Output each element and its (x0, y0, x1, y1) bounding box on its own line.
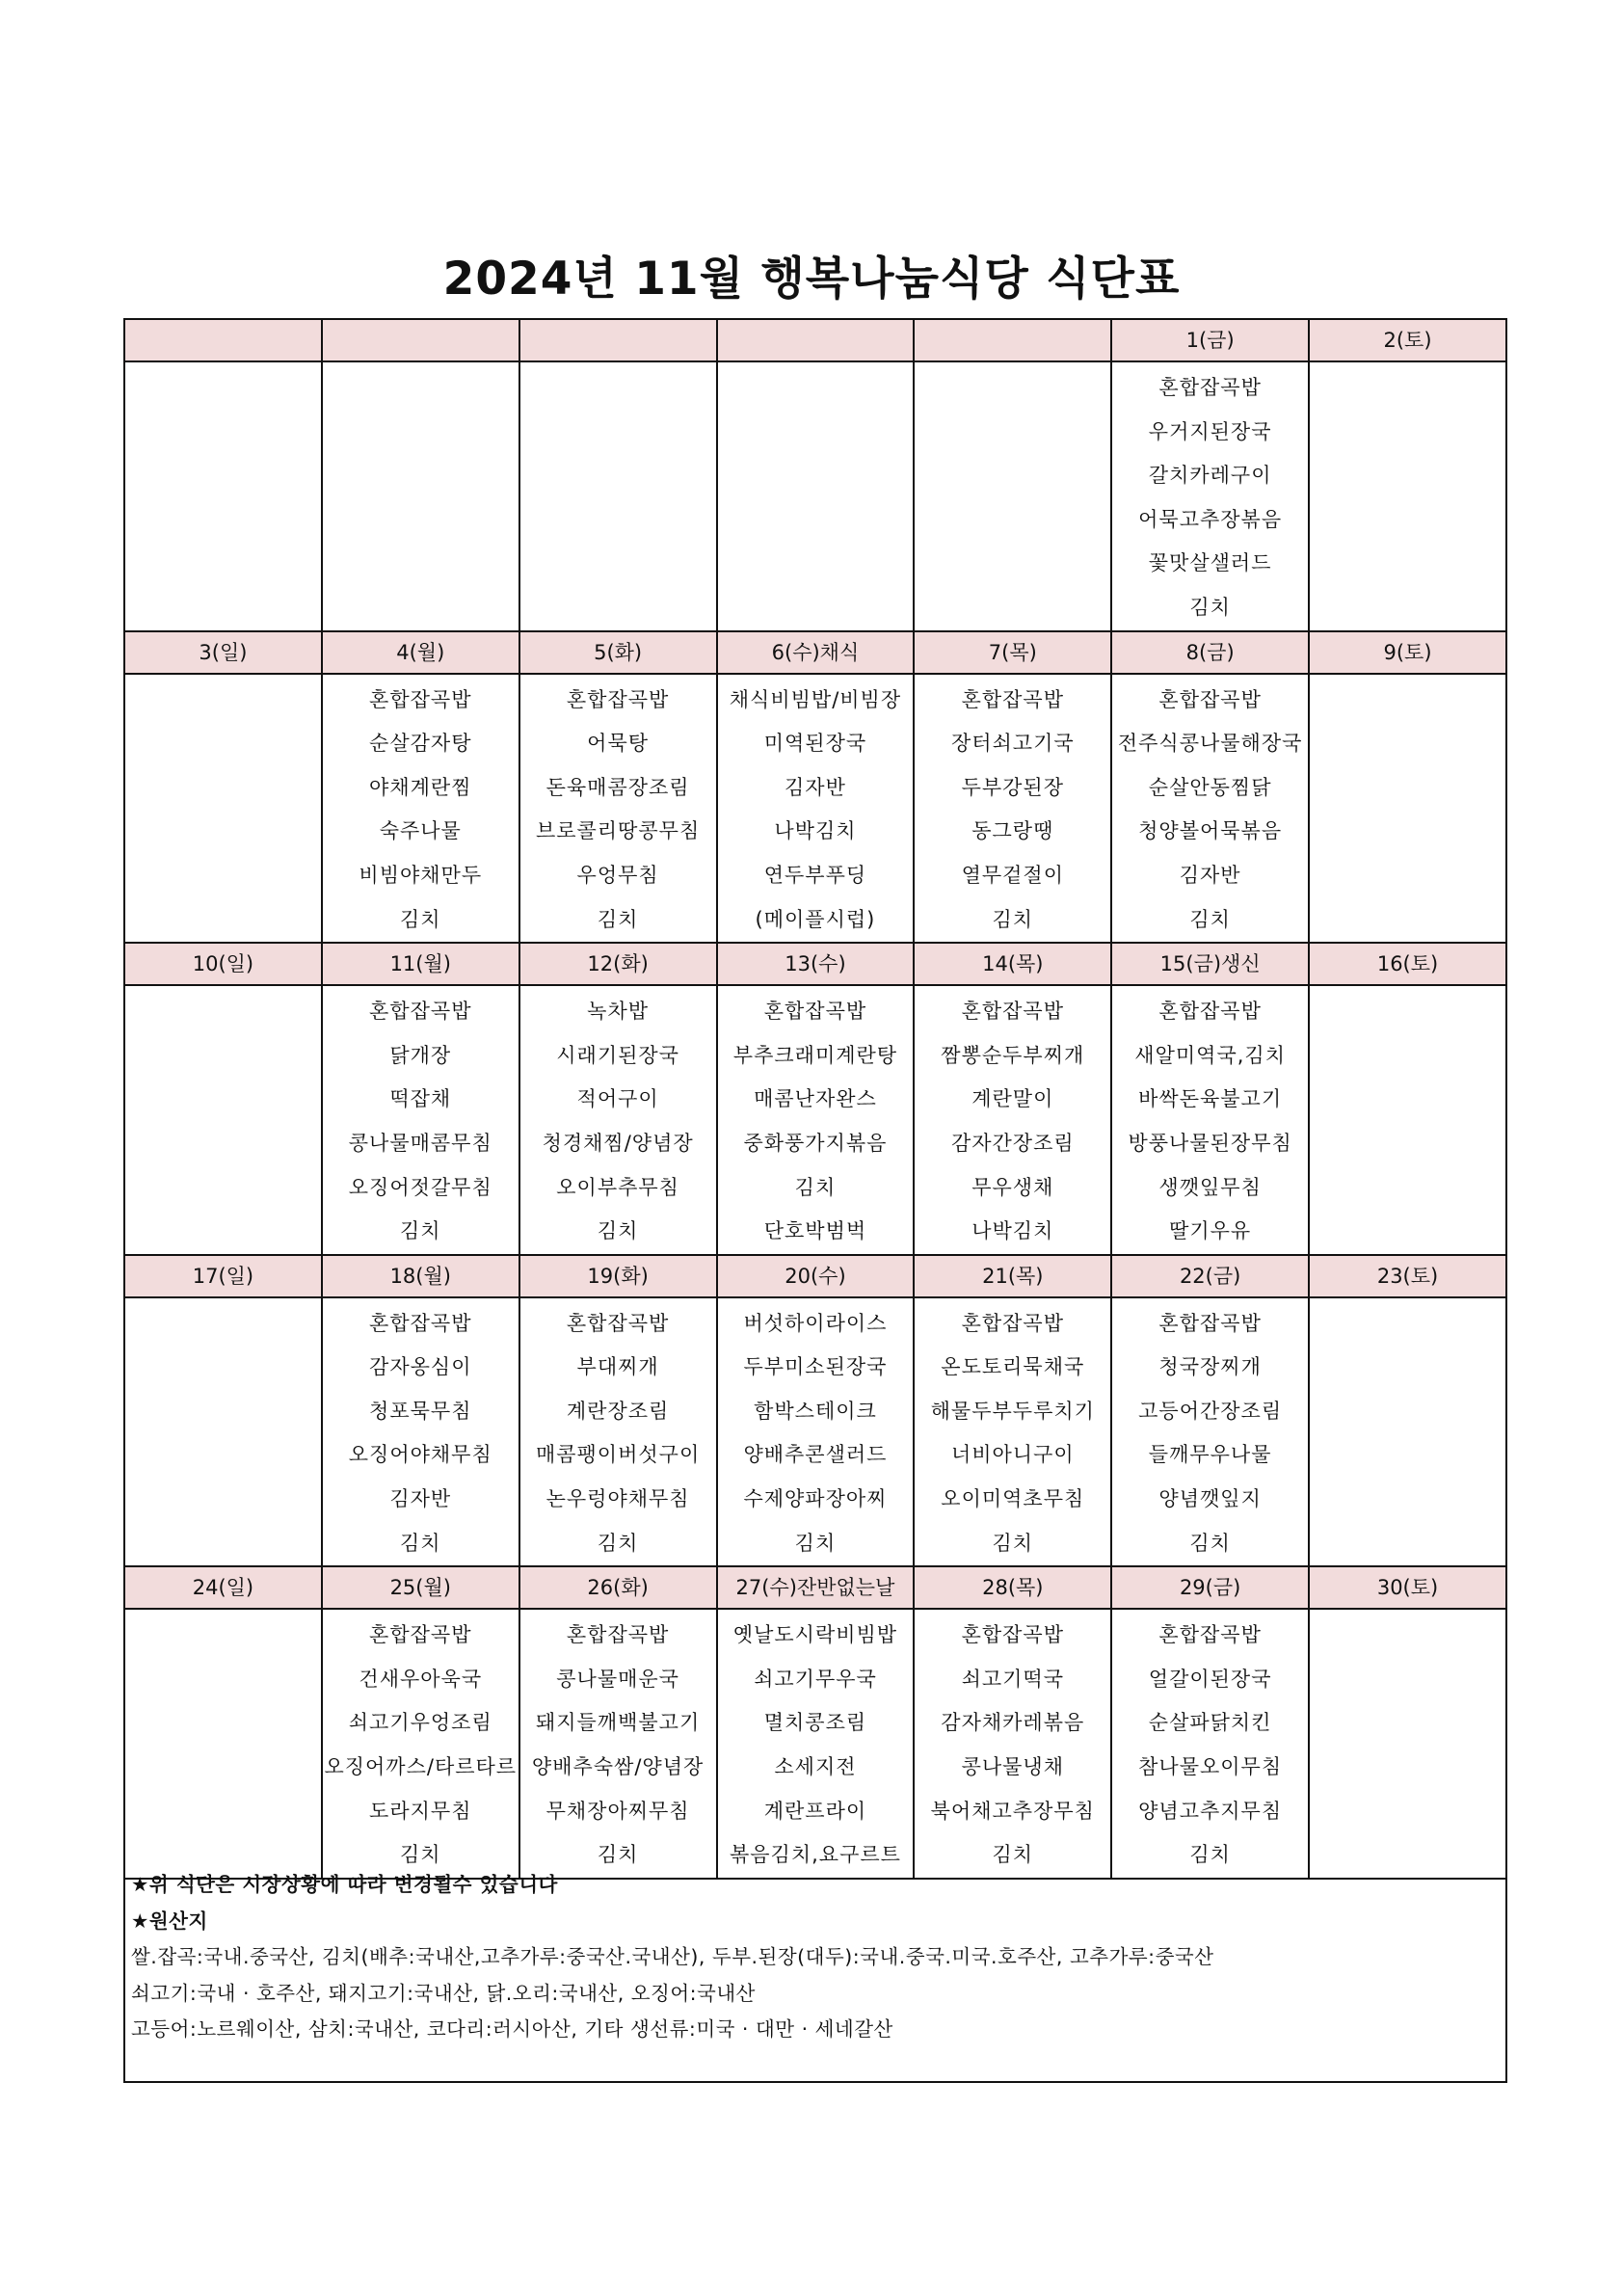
day-menu-cell (519, 674, 717, 944)
day-menu-cell (519, 1609, 717, 1879)
week-header-row (124, 943, 1506, 985)
menu-item: 비빔야채만두 (359, 863, 483, 887)
menu-item: 녹차밥 (587, 1000, 650, 1024)
menu-item: 버섯하이라이스 (743, 1311, 888, 1335)
menu-item: 청국장찌개 (1158, 1355, 1262, 1379)
menu-item: 김치 (1189, 595, 1231, 619)
menu-item: 오징어젓갈무침 (348, 1175, 492, 1199)
menu-item: 계란장조림 (566, 1399, 670, 1423)
menu-item: 짬뽕순두부찌개 (941, 1043, 1085, 1067)
menu-item: 혼합잡곡밥 (1158, 1623, 1262, 1647)
menu-item: 우거지된장국 (1148, 419, 1272, 443)
menu-item: 돈육매콤장조림 (545, 775, 690, 799)
menu-item: 참나물오이무침 (1138, 1755, 1283, 1779)
menu-item: 쇠고기떡국 (961, 1667, 1065, 1691)
menu-item: 연두부푸딩 (763, 863, 867, 887)
menu-item: 나박김치 (774, 819, 857, 843)
week-header-row (124, 319, 1506, 361)
day-menu-cell (1111, 1609, 1309, 1879)
menu-item: 김자반 (389, 1487, 452, 1511)
menu-item: 혼합잡곡밥 (1158, 687, 1262, 711)
day-label: 17(일) (124, 1255, 322, 1297)
menu-item: 감자간장조림 (950, 1131, 1075, 1155)
day-label: 21(목) (914, 1255, 1111, 1297)
menu-item: 청포묵무침 (369, 1399, 472, 1423)
menu-item: 혼합잡곡밥 (369, 1000, 472, 1024)
day-menu-cell (322, 1609, 519, 1879)
day-label (322, 319, 519, 361)
menu-item: 혼합잡곡밥 (566, 1623, 670, 1647)
menu-item: 혼합잡곡밥 (369, 1311, 472, 1335)
menu-item: 소세지전 (774, 1755, 857, 1779)
menu-item: 혼합잡곡밥 (961, 1000, 1065, 1024)
day-label: 8(금) (1111, 631, 1309, 674)
menu-item: 혼합잡곡밥 (961, 1311, 1065, 1335)
menu-item: 양배추콘샐러드 (743, 1443, 888, 1467)
menu-item: 볶음김치,요구르트 (729, 1843, 901, 1867)
origin-line: 고등어:노르웨이산, 삼치:국내산, 코다리:러시아산, 기타 생선류:미국 · 대만 · 세네갈산 (131, 2017, 893, 2041)
menu-item: 김치 (1189, 1531, 1231, 1555)
menu-item: 바싹돈육불고기 (1138, 1087, 1283, 1111)
menu-item: 적어구이 (576, 1087, 659, 1111)
menu-item: 오징어야채무침 (348, 1443, 492, 1467)
day-label: 2(토) (1309, 319, 1506, 361)
menu-item: 브로콜리땅콩무침 (535, 819, 701, 843)
menu-item: 옛날도시락비빔밥 (732, 1623, 898, 1647)
menu-item: 열무겉절이 (961, 863, 1065, 887)
menu-item: 혼합잡곡밥 (1158, 1311, 1262, 1335)
menu-item: 계란프라이 (763, 1799, 867, 1823)
day-menu-cell (717, 985, 915, 1255)
menu-item: 혼합잡곡밥 (961, 1623, 1065, 1647)
day-menu-cell (717, 1297, 915, 1567)
day-menu-cell (519, 361, 717, 631)
menu-item: 김치 (1189, 1843, 1231, 1867)
menu-item: 콩나물매콤무침 (348, 1131, 492, 1155)
day-menu-cell (1309, 1297, 1506, 1567)
menu-item: 김치 (399, 1531, 441, 1555)
menu-item: 김치 (794, 1531, 837, 1555)
day-label: 14(목) (914, 943, 1111, 985)
menu-item: 어묵고추장볶음 (1138, 507, 1283, 531)
menu-item: 무채장아찌무침 (545, 1799, 690, 1823)
week-menu-row (124, 1609, 1506, 1879)
menu-item: 고등어간장조림 (1138, 1399, 1283, 1423)
day-label: 30(토) (1309, 1566, 1506, 1609)
menu-item: 건새우아욱국 (359, 1667, 483, 1691)
menu-item: 야채계란찜 (369, 775, 472, 799)
menu-item: 논우렁야채무침 (545, 1487, 690, 1511)
day-menu-cell (1309, 985, 1506, 1255)
menu-item: 순살안동찜닭 (1148, 775, 1272, 799)
menu-item: 함박스테이크 (754, 1399, 877, 1423)
day-label: 23(토) (1309, 1255, 1506, 1297)
menu-item: 해물두부두루치기 (930, 1399, 1095, 1423)
menu-item: 혼합잡곡밥 (566, 687, 670, 711)
menu-item: 수제양파장아찌 (743, 1487, 888, 1511)
menu-item: 쇠고기무우국 (754, 1667, 877, 1691)
menu-item: 돼지들깨백불고기 (535, 1711, 701, 1735)
week-header-row (124, 631, 1506, 674)
day-menu-cell (519, 1297, 717, 1567)
menu-item: 중화풍가지볶음 (743, 1131, 888, 1155)
origin-line: 쇠고기:국내 · 호주산, 돼지고기:국내산, 닭.오리:국내산, 오징어:국내산 (131, 1981, 756, 2005)
origin-line: 쌀.잡곡:국내.중국산, 김치(배추:국내산,고추가루:중국산.국내산), 두부.된장(대두):국내.중국.미국.호주산, 고추가루:중국산 (131, 1945, 1214, 1968)
day-label: 13(수) (717, 943, 915, 985)
menu-item: 오징어까스/타르타르 (324, 1755, 518, 1779)
day-label: 12(화) (519, 943, 717, 985)
day-menu-cell (124, 1297, 322, 1567)
notes-section (123, 1861, 1507, 2083)
day-menu-cell (914, 1609, 1111, 1879)
menu-item: 무우생채 (971, 1175, 1054, 1199)
menu-item: 도라지무침 (369, 1799, 472, 1823)
week-header-row (124, 1255, 1506, 1297)
menu-item: 양념고추지무침 (1138, 1799, 1283, 1823)
menu-item: 김치 (992, 1531, 1034, 1555)
menu-item: 오이미역초무침 (941, 1487, 1085, 1511)
day-label: 16(토) (1309, 943, 1506, 985)
week-menu-row (124, 674, 1506, 944)
menu-item: 양념깻잎지 (1158, 1487, 1262, 1511)
day-label: 6(수)채식 (717, 631, 915, 674)
menu-item: 김자반 (785, 775, 846, 799)
day-label: 24(일) (124, 1566, 322, 1609)
menu-item: 우엉무침 (576, 863, 659, 887)
day-menu-cell (1111, 985, 1309, 1255)
day-menu-cell (322, 674, 519, 944)
menu-item: 혼합잡곡밥 (961, 687, 1065, 711)
menu-item: 떡잡채 (389, 1087, 452, 1111)
day-label (519, 319, 717, 361)
day-label: 27(수)잔반없는날 (717, 1566, 915, 1609)
menu-item: 장터쇠고기국 (950, 732, 1075, 756)
menu-item: 순살감자탕 (369, 732, 472, 756)
day-label: 9(토) (1309, 631, 1506, 674)
menu-item: 계란말이 (971, 1087, 1054, 1111)
day-menu-cell (124, 985, 322, 1255)
menu-item: 두부강된장 (961, 775, 1065, 799)
menu-item: 혼합잡곡밥 (1158, 1000, 1262, 1024)
day-menu-cell (124, 1609, 322, 1879)
notice-text: ★위 식단은 시장상황에 따라 변경될수 있습니다 (131, 1873, 558, 1896)
day-label: 25(월) (322, 1566, 519, 1609)
day-menu-cell (1309, 361, 1506, 631)
menu-calendar-table (123, 318, 1507, 1880)
menu-item: 들깨무우나물 (1148, 1443, 1272, 1467)
day-label (914, 319, 1111, 361)
menu-item: 김치 (597, 1843, 639, 1867)
day-menu-cell (322, 985, 519, 1255)
menu-item: 혼합잡곡밥 (1158, 376, 1262, 399)
day-label: 1(금) (1111, 319, 1309, 361)
menu-item: 오이부추무침 (556, 1175, 679, 1199)
menu-item: 멸치콩조림 (763, 1711, 867, 1735)
menu-item: (메이플시럽) (755, 907, 876, 931)
day-menu-cell (914, 1297, 1111, 1567)
day-label (717, 319, 915, 361)
day-label: 4(월) (322, 631, 519, 674)
menu-item: 동그랑땡 (971, 819, 1054, 843)
menu-item: 양배추숙쌈/양념장 (531, 1755, 705, 1779)
day-label: 15(금)생신 (1111, 943, 1309, 985)
menu-item: 꽃맛살샐러드 (1148, 551, 1272, 575)
day-label: 5(화) (519, 631, 717, 674)
menu-item: 청경채찜/양념장 (542, 1131, 694, 1155)
day-label: 3(일) (124, 631, 322, 674)
day-label: 29(금) (1111, 1566, 1309, 1609)
page-title: 2024년 11월 행복나눔식당 식단표 (442, 253, 1181, 306)
menu-item: 김치 (597, 907, 639, 931)
menu-item: 감자채카레볶음 (941, 1711, 1085, 1735)
day-label (124, 319, 322, 361)
menu-item: 너비아니구이 (950, 1443, 1075, 1467)
day-menu-cell (914, 674, 1111, 944)
menu-item: 새알미역국,김치 (1134, 1043, 1286, 1067)
day-label: 26(화) (519, 1566, 717, 1609)
menu-item: 김치 (794, 1175, 837, 1199)
menu-item: 딸기우유 (1169, 1219, 1252, 1243)
menu-item: 김치 (597, 1219, 639, 1243)
day-menu-cell (1111, 361, 1309, 631)
week-menu-row (124, 361, 1506, 631)
menu-item: 순살파닭치킨 (1148, 1711, 1272, 1735)
menu-item: 나박김치 (971, 1219, 1054, 1243)
menu-item: 쇠고기우엉조림 (348, 1711, 492, 1735)
day-label: 11(월) (322, 943, 519, 985)
menu-item: 온도토리묵채국 (941, 1355, 1085, 1379)
origin-title: ★원산지 (131, 1909, 208, 1933)
day-menu-cell (1309, 1609, 1506, 1879)
day-menu-cell (914, 985, 1111, 1255)
day-label: 18(월) (322, 1255, 519, 1297)
day-label: 19(화) (519, 1255, 717, 1297)
day-menu-cell (914, 361, 1111, 631)
menu-item: 김치 (399, 1843, 441, 1867)
day-label: 28(목) (914, 1566, 1111, 1609)
menu-item: 방풍나물된장무침 (1128, 1131, 1292, 1155)
menu-item: 미역된장국 (763, 732, 867, 756)
day-label: 22(금) (1111, 1255, 1309, 1297)
menu-item: 두부미소된장국 (743, 1355, 888, 1379)
day-menu-cell (1309, 674, 1506, 944)
menu-item: 얼갈이된장국 (1148, 1667, 1272, 1691)
menu-item: 김자반 (1179, 863, 1241, 887)
day-menu-cell (124, 674, 322, 944)
week-menu-row (124, 1297, 1506, 1567)
week-menu-row (124, 985, 1506, 1255)
day-label: 10(일) (124, 943, 322, 985)
menu-item: 김치 (1189, 907, 1231, 931)
menu-item: 전주식콩나물해장국 (1117, 732, 1303, 756)
menu-item: 닭개장 (389, 1043, 452, 1067)
menu-item: 생깻잎무침 (1158, 1175, 1262, 1199)
day-label: 7(목) (914, 631, 1111, 674)
menu-item: 숙주나물 (379, 819, 462, 843)
menu-item: 혼합잡곡밥 (566, 1311, 670, 1335)
menu-item: 혼합잡곡밥 (369, 687, 472, 711)
menu-item: 매콤난자완스 (754, 1087, 877, 1111)
menu-item: 김치 (597, 1531, 639, 1555)
menu-item: 김치 (992, 907, 1034, 931)
menu-item: 시래기된장국 (556, 1043, 679, 1067)
menu-item: 콩나물매운국 (556, 1667, 679, 1691)
day-menu-cell (124, 361, 322, 631)
menu-item: 청양볼어묵볶음 (1138, 819, 1283, 843)
week-header-row (124, 1566, 1506, 1609)
menu-item: 콩나물냉채 (961, 1755, 1065, 1779)
menu-item: 갈치카레구이 (1148, 464, 1272, 488)
menu-item: 부대찌개 (576, 1355, 659, 1379)
menu-item: 매콤팽이버섯구이 (535, 1443, 701, 1467)
day-menu-cell (717, 361, 915, 631)
menu-item: 김치 (399, 1219, 441, 1243)
menu-item: 부추크래미계란탕 (732, 1043, 898, 1067)
menu-item: 김치 (992, 1843, 1034, 1867)
day-menu-cell (322, 361, 519, 631)
day-menu-cell (519, 985, 717, 1255)
menu-item: 혼합잡곡밥 (369, 1623, 472, 1647)
menu-item: 어묵탕 (587, 732, 650, 756)
menu-item: 김치 (399, 907, 441, 931)
menu-item: 북어채고추장무침 (930, 1799, 1095, 1823)
day-menu-cell (1111, 674, 1309, 944)
menu-item: 감자옹심이 (369, 1355, 472, 1379)
day-menu-cell (322, 1297, 519, 1567)
menu-item: 혼합잡곡밥 (763, 1000, 867, 1024)
day-menu-cell (1111, 1297, 1309, 1567)
day-menu-cell (717, 1609, 915, 1879)
menu-item: 단호박범벅 (763, 1219, 867, 1243)
menu-item: 채식비빔밥/비빔장 (729, 687, 902, 711)
day-label: 20(수) (717, 1255, 915, 1297)
day-menu-cell (717, 674, 915, 944)
